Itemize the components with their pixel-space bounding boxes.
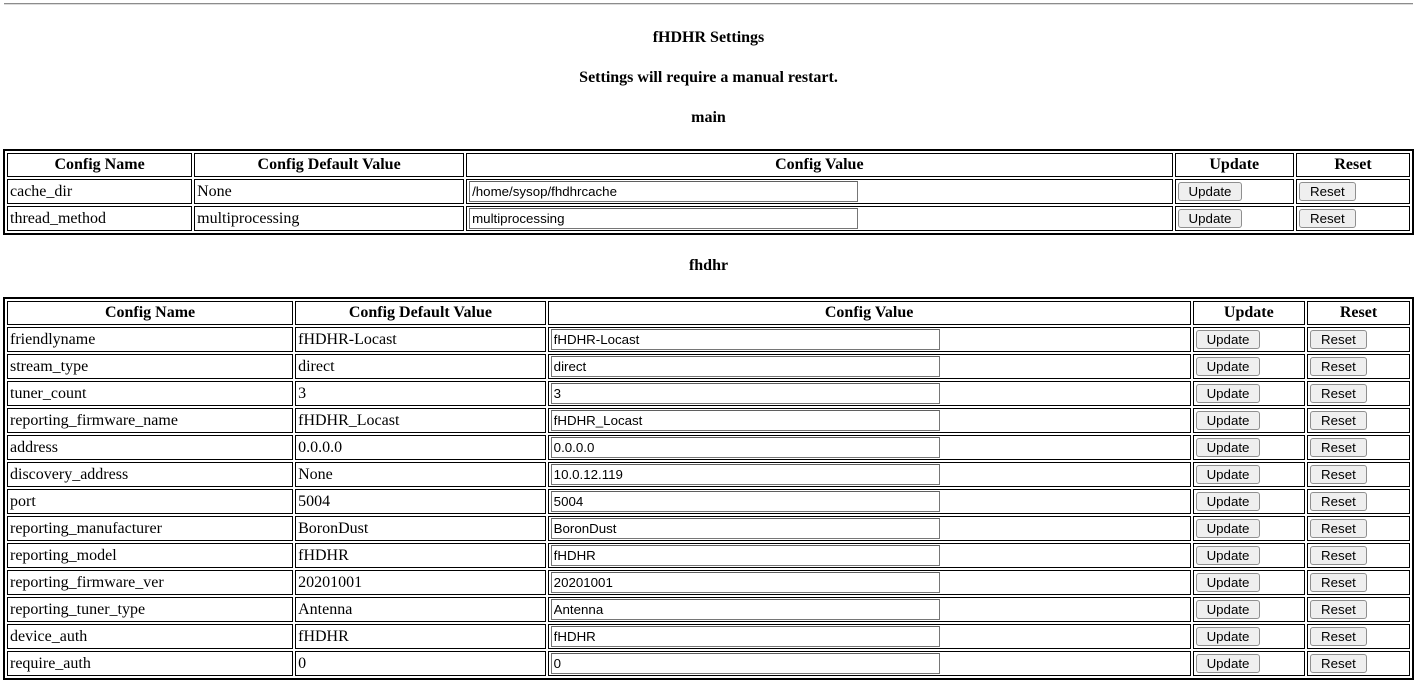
update-button[interactable]: Update bbox=[1196, 357, 1261, 376]
header-row bbox=[7, 153, 1410, 177]
config-value-input[interactable] bbox=[551, 626, 940, 647]
config-name-cell: tuner_count bbox=[7, 381, 293, 406]
column-header-config-name: Config Name bbox=[7, 153, 192, 177]
reset-cell bbox=[1307, 651, 1410, 676]
page-title: fHDHR Settings bbox=[652, 29, 765, 46]
config-value-input[interactable] bbox=[551, 464, 940, 485]
config-row bbox=[7, 651, 1410, 676]
update-cell bbox=[1193, 597, 1305, 622]
reset-cell bbox=[1296, 206, 1410, 231]
column-header-config-default: Config Default Value bbox=[194, 153, 464, 177]
config-name-cell: stream_type bbox=[7, 354, 293, 379]
reset-cell bbox=[1307, 354, 1410, 379]
column-header-reset: Reset bbox=[1296, 153, 1410, 177]
config-default-cell: fHDHR bbox=[295, 624, 546, 649]
update-cell bbox=[1193, 516, 1305, 541]
reset-button[interactable]: Reset bbox=[1310, 519, 1367, 538]
top-divider bbox=[4, 3, 1413, 5]
config-section bbox=[3, 257, 1414, 680]
config-value-cell bbox=[548, 462, 1191, 487]
config-default-cell: fHDHR_Locast bbox=[295, 408, 546, 433]
config-name-cell: reporting_manufacturer bbox=[7, 516, 293, 541]
reset-button[interactable]: Reset bbox=[1310, 465, 1367, 484]
config-name-cell: friendlyname bbox=[7, 327, 293, 352]
config-value-cell bbox=[548, 570, 1191, 595]
update-button[interactable]: Update bbox=[1196, 492, 1261, 511]
update-cell bbox=[1175, 179, 1294, 204]
column-header-update: Update bbox=[1193, 301, 1305, 325]
config-name-cell: require_auth bbox=[7, 651, 293, 676]
update-cell bbox=[1193, 462, 1305, 487]
config-default-cell: BoronDust bbox=[295, 516, 546, 541]
update-button[interactable]: Update bbox=[1196, 330, 1261, 349]
update-cell bbox=[1193, 489, 1305, 514]
config-value-input[interactable] bbox=[551, 572, 940, 593]
config-row bbox=[7, 381, 1410, 406]
config-value-input[interactable] bbox=[551, 653, 940, 674]
reset-cell bbox=[1307, 597, 1410, 622]
update-button[interactable]: Update bbox=[1196, 573, 1261, 592]
config-name-cell: port bbox=[7, 489, 293, 514]
update-button[interactable]: Update bbox=[1196, 600, 1261, 619]
config-name-cell: discovery_address bbox=[7, 462, 293, 487]
config-value-cell bbox=[548, 624, 1191, 649]
config-default-cell: None bbox=[295, 462, 546, 487]
config-row bbox=[7, 435, 1410, 460]
reset-cell bbox=[1307, 435, 1410, 460]
reset-cell bbox=[1307, 327, 1410, 352]
config-default-cell: fHDHR bbox=[295, 543, 546, 568]
reset-button[interactable]: Reset bbox=[1299, 209, 1356, 228]
config-value-cell bbox=[548, 408, 1191, 433]
reset-button[interactable]: Reset bbox=[1310, 573, 1367, 592]
column-header-config-value: Config Value bbox=[466, 153, 1172, 177]
config-name-cell: reporting_firmware_name bbox=[7, 408, 293, 433]
config-value-input[interactable] bbox=[551, 599, 940, 620]
section-heading: fhdhr bbox=[688, 257, 729, 274]
reset-cell bbox=[1307, 462, 1410, 487]
update-cell bbox=[1175, 206, 1294, 231]
update-cell bbox=[1193, 651, 1305, 676]
section-heading: main bbox=[691, 109, 726, 126]
reset-button[interactable]: Reset bbox=[1310, 330, 1367, 349]
update-cell bbox=[1193, 354, 1305, 379]
reset-cell bbox=[1307, 381, 1410, 406]
config-row bbox=[7, 570, 1410, 595]
config-default-cell: 5004 bbox=[295, 489, 546, 514]
update-cell bbox=[1193, 381, 1305, 406]
reset-button[interactable]: Reset bbox=[1310, 654, 1367, 673]
config-row bbox=[7, 516, 1410, 541]
config-value-cell bbox=[466, 206, 1172, 231]
update-button[interactable]: Update bbox=[1196, 384, 1261, 403]
config-name-cell: cache_dir bbox=[7, 179, 192, 204]
reset-cell bbox=[1307, 489, 1410, 514]
config-value-cell bbox=[548, 489, 1191, 514]
header-row bbox=[7, 301, 1410, 325]
reset-button[interactable]: Reset bbox=[1310, 600, 1367, 619]
config-name-cell: reporting_firmware_ver bbox=[7, 570, 293, 595]
reset-button[interactable]: Reset bbox=[1299, 182, 1356, 201]
config-name-cell: address bbox=[7, 435, 293, 460]
config-value-cell bbox=[548, 354, 1191, 379]
update-cell bbox=[1193, 543, 1305, 568]
update-button[interactable]: Update bbox=[1196, 438, 1261, 457]
update-cell bbox=[1193, 408, 1305, 433]
config-row bbox=[7, 354, 1410, 379]
config-value-cell bbox=[548, 381, 1191, 406]
update-button[interactable]: Update bbox=[1196, 627, 1261, 646]
config-table bbox=[3, 149, 1414, 235]
config-row bbox=[7, 408, 1410, 433]
config-row bbox=[7, 489, 1410, 514]
reset-button[interactable]: Reset bbox=[1310, 627, 1367, 646]
config-value-cell bbox=[548, 651, 1191, 676]
config-name-cell: reporting_tuner_type bbox=[7, 597, 293, 622]
update-cell bbox=[1193, 624, 1305, 649]
column-header-reset: Reset bbox=[1307, 301, 1410, 325]
config-value-cell bbox=[466, 179, 1172, 204]
config-default-cell: multiprocessing bbox=[194, 206, 464, 231]
config-name-cell: device_auth bbox=[7, 624, 293, 649]
config-value-input[interactable] bbox=[551, 545, 940, 566]
config-value-input[interactable] bbox=[551, 383, 940, 404]
config-row bbox=[7, 462, 1410, 487]
config-value-input[interactable] bbox=[551, 518, 940, 539]
update-button[interactable]: Update bbox=[1196, 654, 1261, 673]
settings-sections bbox=[3, 109, 1414, 680]
reset-button[interactable]: Reset bbox=[1310, 357, 1367, 376]
config-row bbox=[7, 543, 1410, 568]
reset-cell bbox=[1307, 624, 1410, 649]
reset-button[interactable]: Reset bbox=[1310, 384, 1367, 403]
reset-cell bbox=[1307, 570, 1410, 595]
config-value-input[interactable] bbox=[551, 410, 940, 431]
update-button[interactable]: Update bbox=[1178, 182, 1243, 201]
config-row bbox=[7, 179, 1410, 204]
config-value-input[interactable] bbox=[551, 356, 940, 377]
column-header-update: Update bbox=[1175, 153, 1294, 177]
config-value-input[interactable] bbox=[551, 329, 940, 350]
update-button[interactable]: Update bbox=[1196, 465, 1261, 484]
config-row bbox=[7, 624, 1410, 649]
config-default-cell: 3 bbox=[295, 381, 546, 406]
reset-cell bbox=[1307, 543, 1410, 568]
config-value-cell bbox=[548, 435, 1191, 460]
column-header-config-default: Config Default Value bbox=[295, 301, 546, 325]
config-default-cell: 0 bbox=[295, 651, 546, 676]
reset-button[interactable]: Reset bbox=[1310, 411, 1367, 430]
config-value-cell bbox=[548, 597, 1191, 622]
config-section bbox=[3, 109, 1414, 235]
config-value-input[interactable] bbox=[469, 181, 858, 202]
config-value-cell bbox=[548, 516, 1191, 541]
column-header-config-name: Config Name bbox=[7, 301, 293, 325]
update-cell bbox=[1193, 435, 1305, 460]
config-value-cell bbox=[548, 327, 1191, 352]
config-default-cell: fHDHR-Locast bbox=[295, 327, 546, 352]
reset-button[interactable]: Reset bbox=[1310, 546, 1367, 565]
reset-cell bbox=[1307, 408, 1410, 433]
update-cell bbox=[1193, 570, 1305, 595]
config-value-input[interactable] bbox=[469, 208, 858, 229]
config-default-cell: None bbox=[194, 179, 464, 204]
update-button[interactable]: Update bbox=[1196, 546, 1261, 565]
config-row bbox=[7, 206, 1410, 231]
config-table bbox=[3, 297, 1414, 680]
config-default-cell: direct bbox=[295, 354, 546, 379]
page-subtitle: Settings will require a manual restart. bbox=[579, 69, 838, 86]
update-button[interactable]: Update bbox=[1196, 411, 1261, 430]
update-button[interactable]: Update bbox=[1196, 519, 1261, 538]
config-default-cell: 20201001 bbox=[295, 570, 546, 595]
config-value-input[interactable] bbox=[551, 437, 940, 458]
reset-button[interactable]: Reset bbox=[1310, 492, 1367, 511]
config-name-cell: reporting_model bbox=[7, 543, 293, 568]
config-name-cell: thread_method bbox=[7, 206, 192, 231]
config-value-input[interactable] bbox=[551, 491, 940, 512]
reset-button[interactable]: Reset bbox=[1310, 438, 1367, 457]
config-default-cell: 0.0.0.0 bbox=[295, 435, 546, 460]
update-cell bbox=[1193, 327, 1305, 352]
reset-cell bbox=[1307, 516, 1410, 541]
config-value-cell bbox=[548, 543, 1191, 568]
config-row bbox=[7, 327, 1410, 352]
config-row bbox=[7, 597, 1410, 622]
column-header-config-value: Config Value bbox=[548, 301, 1191, 325]
reset-cell bbox=[1296, 179, 1410, 204]
update-button[interactable]: Update bbox=[1178, 209, 1243, 228]
config-default-cell: Antenna bbox=[295, 597, 546, 622]
